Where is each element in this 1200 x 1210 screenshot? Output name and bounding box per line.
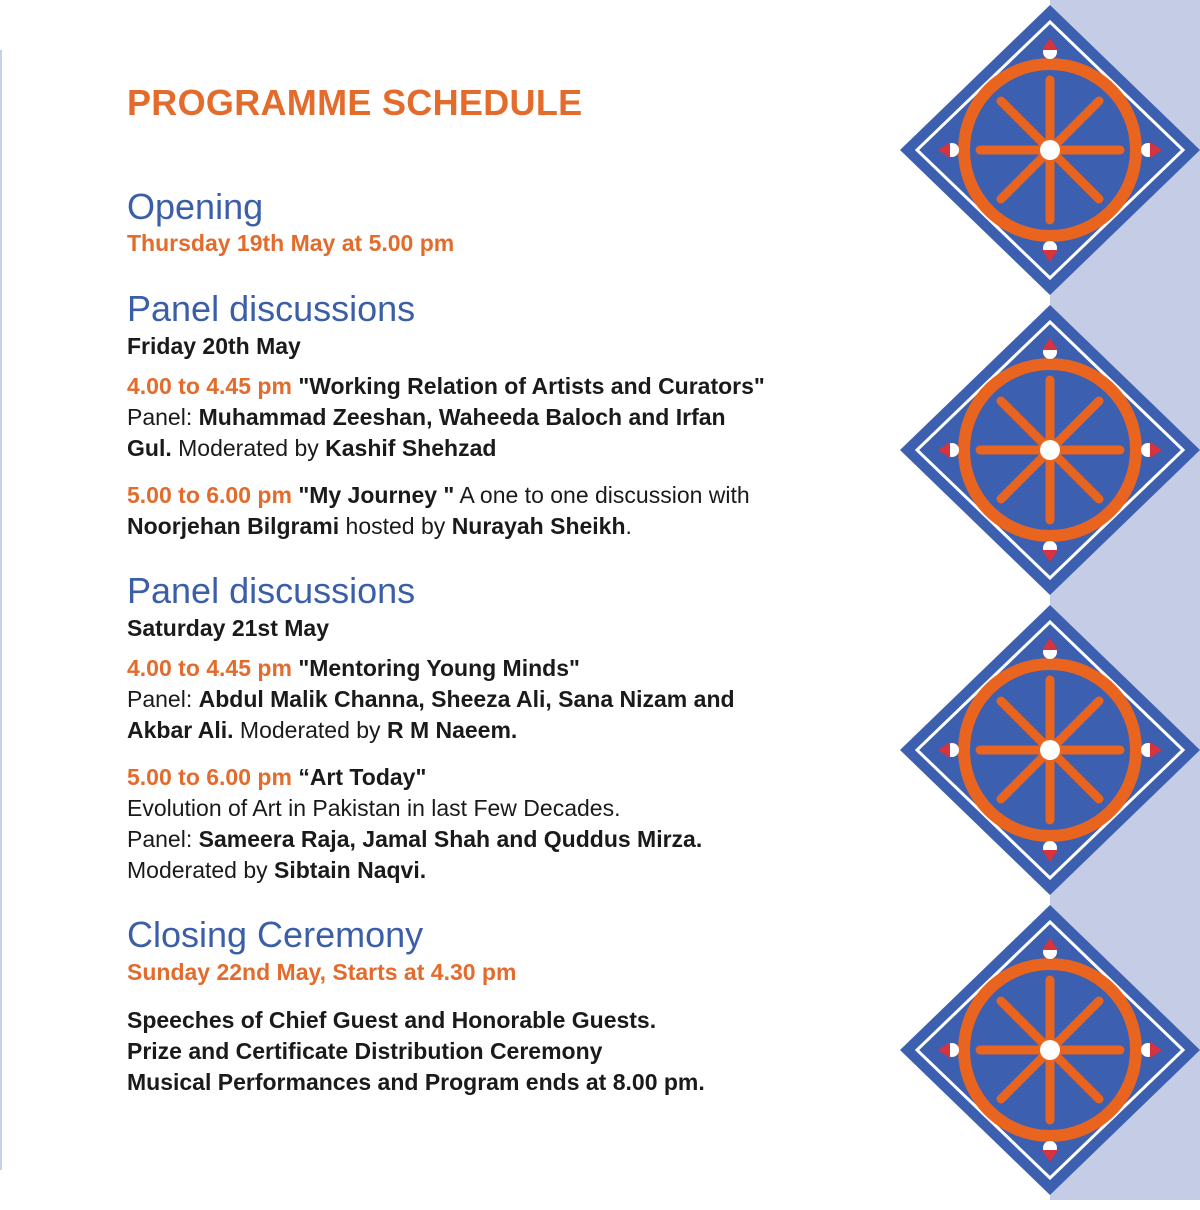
moderator-label: Moderated by (233, 717, 387, 743)
friday-session-1-title (127, 371, 765, 402)
panel-label: Panel: (127, 686, 199, 712)
page-title: PROGRAMME SCHEDULE (127, 82, 583, 123)
session-description: A one to one discussion with (454, 482, 750, 508)
saturday-session-2-description: Evolution of Art in Pakistan in last Few Decades. (127, 795, 621, 821)
moderator-name: Kashif Shehzad (325, 435, 497, 461)
host-label: hosted by (339, 513, 452, 539)
panel-members: Muhammad Zeeshan, Waheeda Baloch and Irfan (198, 404, 726, 430)
session-topic: "Working Relation of Artists and Curators" (298, 373, 765, 399)
decorative-tile-column (895, 0, 1200, 1200)
period: . (625, 513, 632, 539)
closing-item: Speeches of Chief Guest and Honorable Guests. (127, 1007, 657, 1033)
saturday-day: Saturday 21st May (127, 615, 329, 641)
session-topic: "Mentoring Young Minds" (298, 655, 580, 681)
panel-label: Panel: (127, 404, 199, 430)
saturday-session-1-title (127, 653, 580, 684)
saturday-session-2-title (127, 762, 426, 793)
moderator-name: R M Naeem. (386, 717, 518, 743)
session-time: 5.00 to 6.00 pm (127, 482, 292, 508)
panel-members: Sameera Raja, Jamal Shah and Quddus Mirza. (198, 826, 703, 852)
panel-members: Abdul Malik Channa, Sheeza Ali, Sana Nizam and (198, 686, 735, 712)
friday-session-2-title (127, 480, 750, 511)
islamic-star-tile-icon (895, 600, 1200, 910)
session-topic: "My Journey " (298, 482, 455, 508)
moderator-label: Moderated by (171, 435, 326, 461)
session-topic: “Art Today" (298, 764, 427, 790)
opening-heading: Opening (127, 186, 264, 227)
panel-members-end: Gul. (127, 435, 172, 461)
session-time: 5.00 to 6.00 pm (127, 764, 292, 790)
friday-day: Friday 20th May (127, 333, 301, 359)
saturday-heading: Panel discussions (127, 570, 416, 611)
islamic-star-tile-icon (895, 0, 1200, 310)
panel-label: Panel: (127, 826, 199, 852)
friday-session-1-panel (127, 402, 726, 433)
friday-session-2-people (127, 511, 632, 542)
opening-date: Thursday 19th May at 5.00 pm (127, 230, 455, 256)
moderator-label: Moderated by (127, 857, 275, 883)
closing-item: Prize and Certificate Distribution Ceremony (127, 1038, 603, 1064)
islamic-star-tile-icon (895, 300, 1200, 610)
saturday-session-2-panel (127, 824, 702, 855)
host-name: Nurayah Sheikh (451, 513, 626, 539)
guest-name: Noorjehan Bilgrami (127, 513, 340, 539)
left-border-line (0, 50, 2, 1170)
closing-heading: Closing Ceremony (127, 914, 424, 955)
saturday-session-1-moderator (127, 715, 517, 746)
friday-session-1-moderator (127, 433, 496, 464)
panel-members-end: Akbar Ali. (127, 717, 234, 743)
closing-item: Musical Performances and Program ends at 8.00 pm. (127, 1069, 705, 1095)
saturday-session-2-moderator (127, 855, 426, 886)
moderator-name: Sibtain Naqvi. (274, 857, 427, 883)
session-time: 4.00 to 4.45 pm (127, 655, 292, 681)
friday-heading: Panel discussions (127, 288, 416, 329)
islamic-star-tile-icon (895, 900, 1200, 1210)
session-time: 4.00 to 4.45 pm (127, 373, 292, 399)
saturday-session-1-panel (127, 684, 735, 715)
closing-date: Sunday 22nd May, Starts at 4.30 pm (127, 959, 517, 985)
